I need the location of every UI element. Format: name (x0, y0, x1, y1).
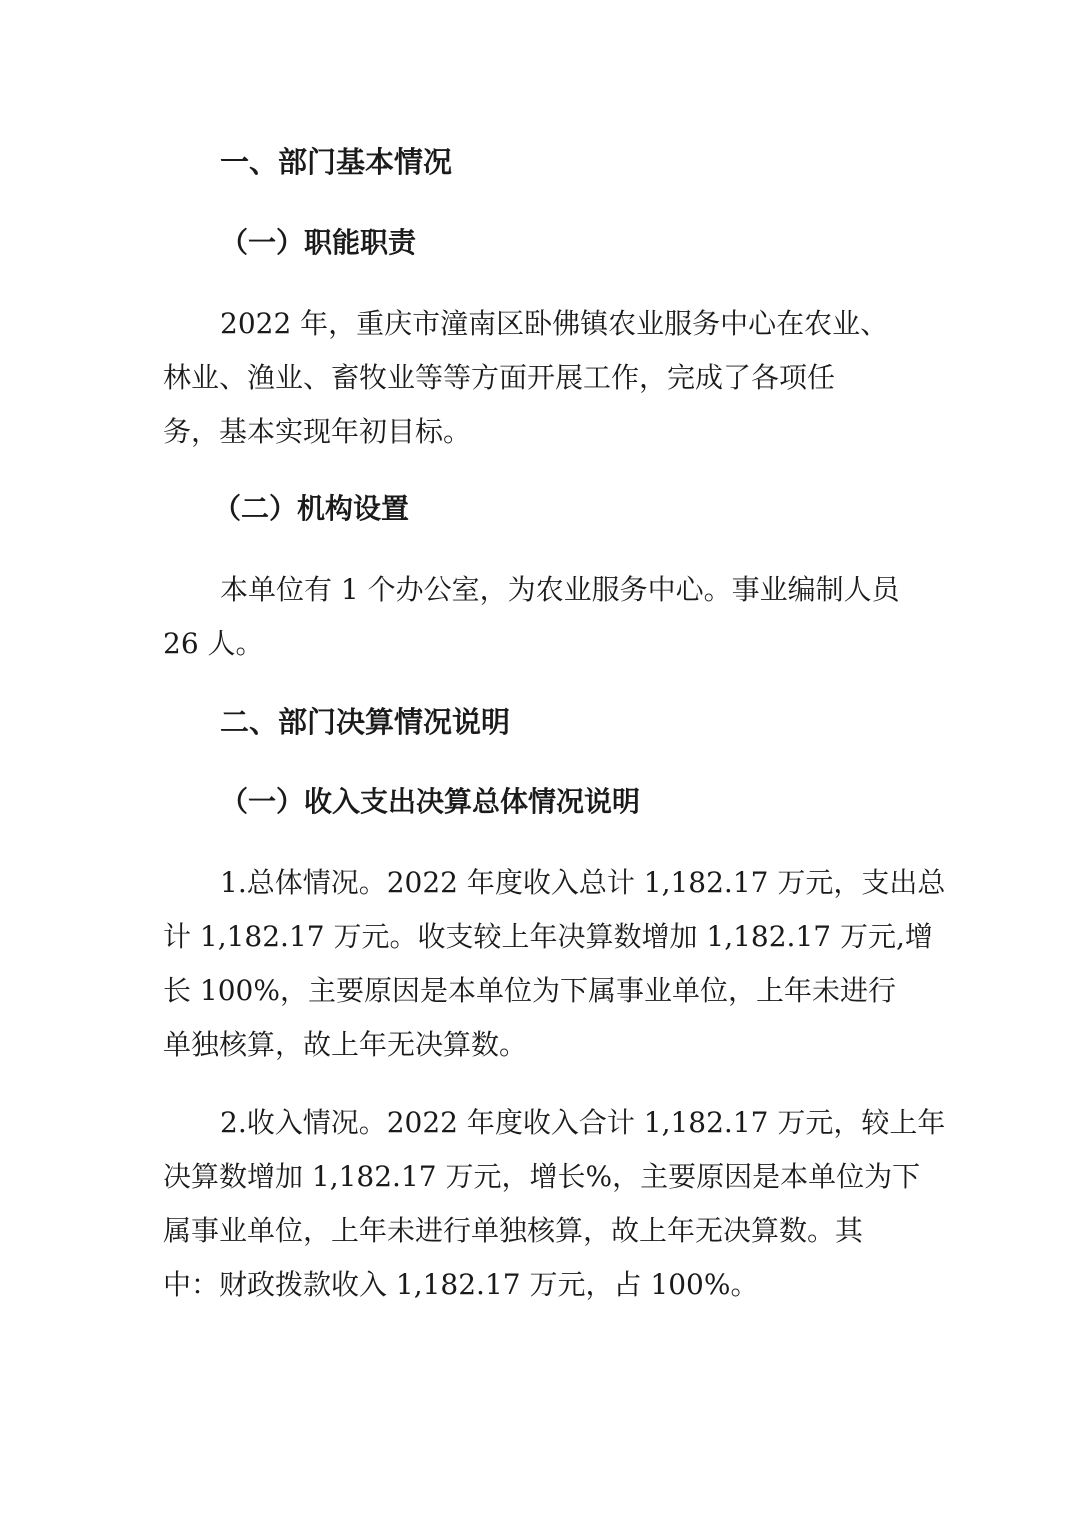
paragraph-line: 2022 年，重庆市潼南区卧佛镇农业服务中心在农业、 (220, 307, 889, 340)
section-heading-basic-info: 一、部门基本情况 (220, 145, 453, 179)
paragraph-income (163, 1096, 946, 1312)
paragraph-line: 计 1,182.17 万元。收支较上年决算数增加 1,182.17 万元,增 (163, 920, 933, 953)
paragraph-organization (163, 563, 923, 671)
paragraph-line: 决算数增加 1,182.17 万元，增长%，主要原因是本单位为下 (163, 1160, 921, 1193)
subsection-title-income-expense: （一）收入支出决算总体情况说明 (220, 785, 641, 818)
paragraph-line: 2.收入情况。2022 年度收入合计 1,182.17 万元，较上年 (220, 1106, 946, 1139)
paragraph-line: 单独核算，故上年无决算数。 (163, 1028, 528, 1061)
subsection-title-organization: （二）机构设置 (213, 492, 410, 525)
paragraph-line: 1.总体情况。2022 年度收入总计 1,182.17 万元，支出总 (220, 866, 946, 899)
subsection-title-functions: （一）职能职责 (220, 226, 417, 259)
paragraph-line: 26 人。 (163, 627, 264, 660)
paragraph-line: 中：财政拨款收入 1,182.17 万元，占 100%。 (163, 1268, 759, 1301)
paragraph-line: 林业、渔业、畜牧业等等方面开展工作，完成了各项任 (163, 361, 836, 394)
paragraph-line: 长 100%，主要原因是本单位为下属事业单位，上年未进行 (163, 974, 896, 1007)
paragraph-overall (163, 856, 946, 1072)
paragraph-functions (163, 297, 923, 459)
paragraph-line: 务，基本实现年初目标。 (163, 415, 472, 448)
paragraph-line: 本单位有 1 个办公室，为农业服务中心。事业编制人员 (220, 573, 900, 606)
paragraph-line: 属事业单位，上年未进行单独核算，故上年无决算数。其 (163, 1214, 864, 1247)
section-heading-final-accounts: 二、部门决算情况说明 (220, 705, 511, 739)
